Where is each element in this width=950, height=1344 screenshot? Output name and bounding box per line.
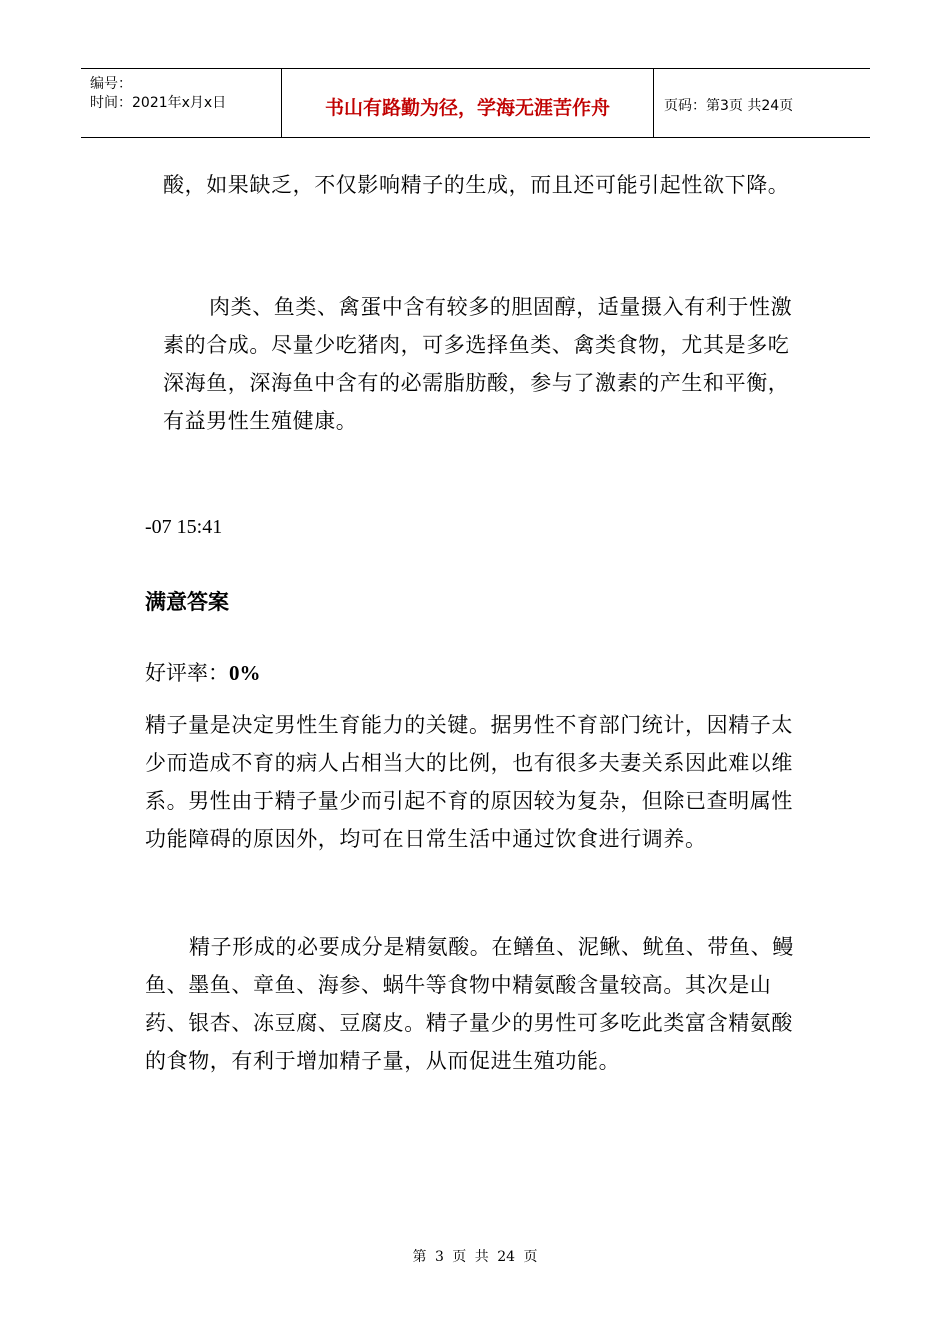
document-number-label: 编号：: [90, 76, 132, 92]
paragraph-sperm-count: 精子量是决定男性生育能力的关键。据男性不育部门统计，因精子太少而造成不育的病人占相当大的比例，也有很多夫妻关系因此难以维系。男性由于精子量少而引起不育的原因较为复杂，但除已查明属性功能障碍的原因外，均可在日常生活中通过饮食进行调养。: [145, 713, 793, 851]
paragraph-meat-fish: 肉类、鱼类、禽蛋中含有较多的胆固醇，适量摄入有利于性激素的合成。尽量少吃猪肉，可多选择鱼类、禽类食物，尤其是多吃深海鱼，深海鱼中含有的必需脂肪酸，参与了激素的产生和平衡，有益男性生殖健康。: [163, 295, 793, 433]
header-page-number: 页码：第3页 共24页: [664, 98, 794, 114]
header-page-cell: [654, 69, 870, 137]
page-header: [81, 68, 870, 138]
rating-label: 好评率：: [145, 661, 229, 685]
document-time-label: 时间：2021年x月x日: [90, 95, 227, 111]
post-timestamp: -07 15:41: [145, 516, 223, 538]
paragraph-continuation: 酸，如果缺乏，不仅影响精子的生成，而且还可能引起性欲下降。: [163, 173, 790, 197]
header-meta-cell: [81, 69, 282, 137]
header-motto-cell: [282, 69, 654, 137]
rating-line: [145, 657, 261, 687]
answer-title: 满意答案: [145, 589, 229, 614]
paragraph-arginine: 精子形成的必要成分是精氨酸。在鳝鱼、泥鳅、鱿鱼、带鱼、鳗鱼、墨鱼、章鱼、海参、蜗牛等食物中精氨酸含量较高。其次是山药、银杏、冻豆腐、豆腐皮。精子量少的男性可多吃此类富含精氨酸的食物，有利于增加精子量，从而促进生殖功能。: [145, 935, 794, 1073]
header-motto: 书山有路勤为径，学海无涯苦作舟: [324, 97, 610, 119]
page-footer: 第 3 页 共 24 页: [412, 1249, 538, 1265]
rating-value: 0%: [229, 661, 261, 685]
